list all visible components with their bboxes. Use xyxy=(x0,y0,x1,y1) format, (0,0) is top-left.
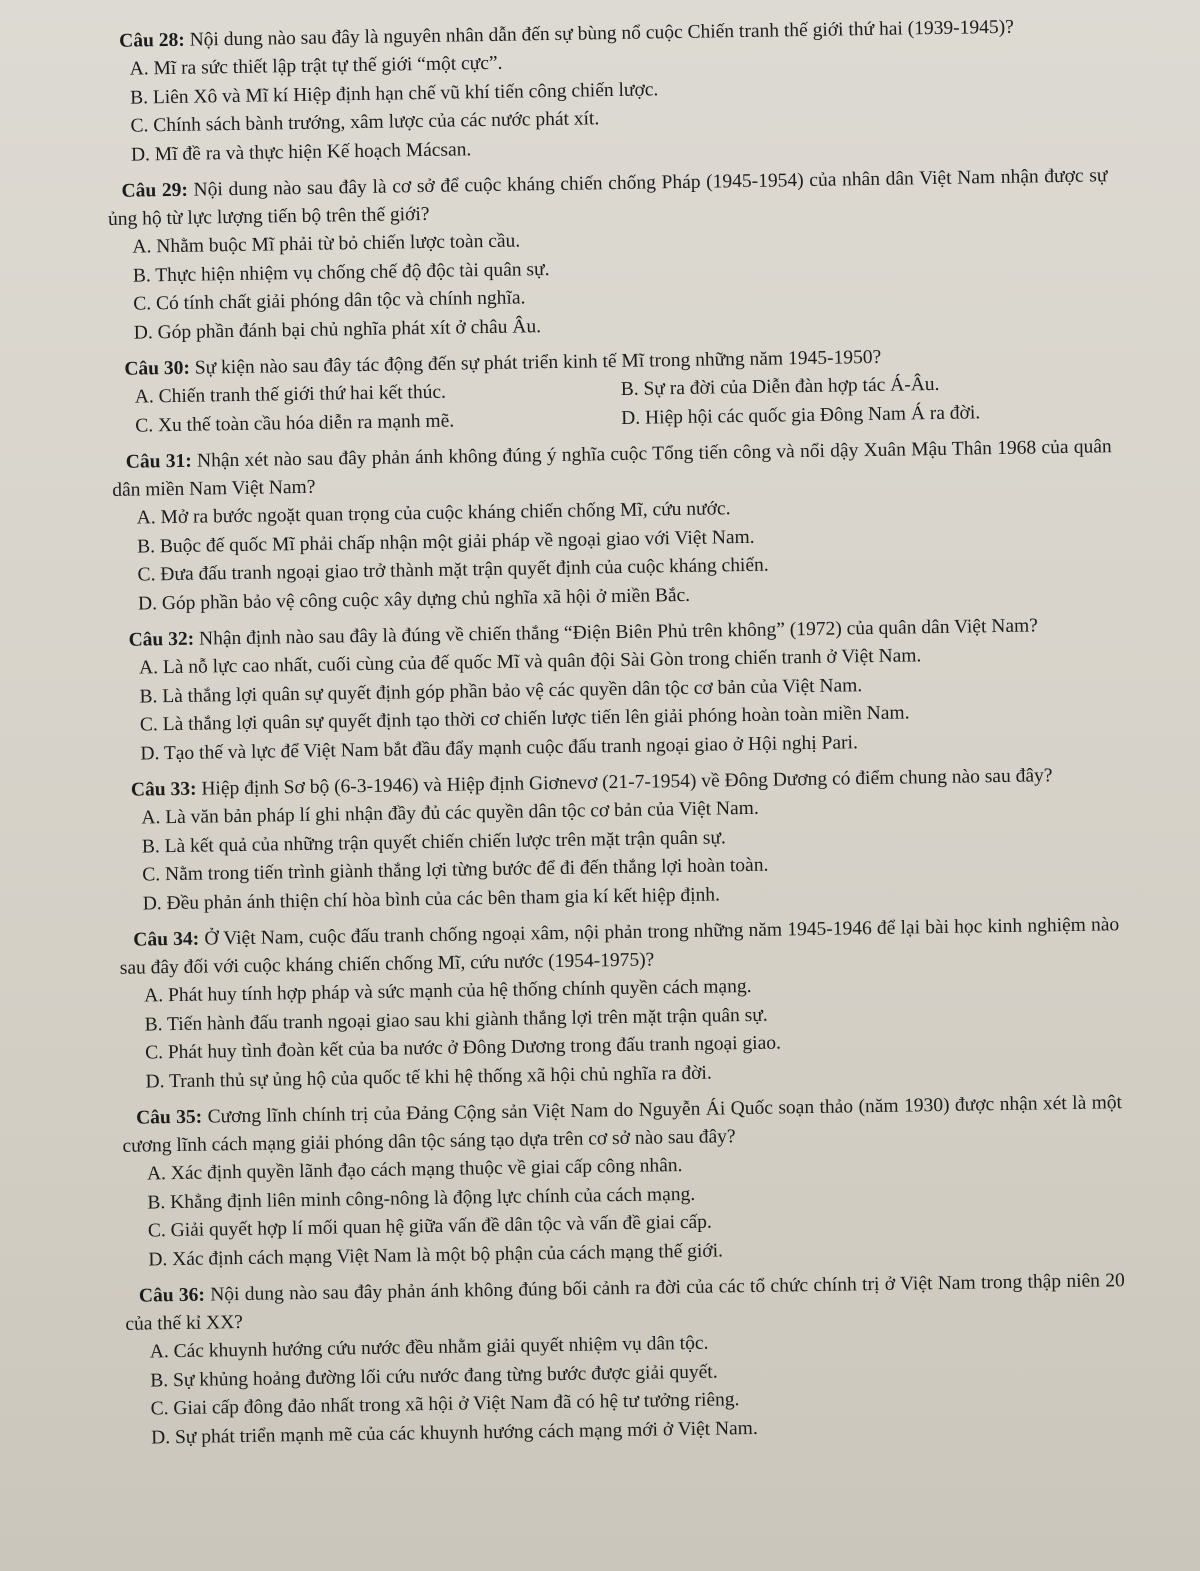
option-list xyxy=(123,1145,1125,1275)
question-text: Nội dung nào sau đây là cơ sở để cuộc kháng chiến chống Pháp (1945-1954) của nhân dân Việt Nam nhận được sự ủng hộ từ lực lượng tiến bộ trên thế giới? xyxy=(107,165,1108,230)
option-d: D. Tạo thế và lực để Việt Nam bắt đầu đẩy mạnh cuộc đấu tranh ngoại giao ở Hội nghị Pari. xyxy=(140,731,859,765)
option-list xyxy=(112,489,1114,619)
question-35 xyxy=(122,1089,1125,1275)
option-b: B. Tiến hành đấu tranh ngoại giao sau khi giành thắng lợi trên mặt trận quân sự. xyxy=(144,1004,768,1035)
option-c: C. Giai cấp đông đảo nhất trong xã hội ở Việt Nam đã có hệ tư tưởng riêng. xyxy=(150,1389,740,1420)
option-b: B. Là thắng lợi quân sự quyết định góp phần bảo vệ các quyền dân tộc cơ bản của Việt Nam. xyxy=(139,674,863,708)
option-c: C. Giải quyết hợp lí mối quan hệ giữa vấn đề dân tộc và vấn đề giai cấp. xyxy=(147,1211,713,1242)
option-c: C. Phát huy tình đoàn kết của ba nước ở Đông Dương trong đấu tranh ngoại giao. xyxy=(144,1032,782,1064)
question-33 xyxy=(117,761,1119,919)
option-c: C. Xu thế toàn cầu hóa diễn ra mạnh mẽ. xyxy=(135,410,455,437)
option-c: C. Nằm trong tiến trình giành thắng lợi từng bước để đi đến thắng lợi hoàn toàn. xyxy=(142,854,769,886)
option-list xyxy=(126,1323,1128,1453)
option-a: A. Nhằm buộc Mĩ phải từ bỏ chiến lược toàn cầu. xyxy=(132,230,521,258)
question-30 xyxy=(110,340,1111,441)
question-number: Câu 29: xyxy=(121,179,189,202)
question-31 xyxy=(112,433,1115,619)
option-a: A. Các khuynh hướng cứu nước đều nhằm giải quyết nhiệm vụ dân tộc. xyxy=(149,1332,709,1363)
option-list xyxy=(105,40,1107,170)
option-b: B. Sự khủng hoảng đường lối cứu nước đang từng bước được giải quyết. xyxy=(150,1361,718,1391)
option-d: D. Đều phản ánh thiện chí hòa bình của các bên tham gia kí kết hiệp định. xyxy=(142,883,721,915)
option-b: B. Liên Xô và Mĩ kí Hiệp định hạn chế vũ khí tiến công chiến lược. xyxy=(129,78,659,109)
option-a: A. Phát huy tính hợp pháp và sức mạnh của hệ thống chính quyền cách mạng. xyxy=(144,975,752,1007)
question-number: Câu 36: xyxy=(138,1284,206,1307)
option-d: D. Xác định cách mạng Việt Nam là một bộ phận của cách mạng thế giới. xyxy=(148,1239,724,1270)
option-a: A. Mở ra bước ngoặt quan trọng của cuộc kháng chiến chống Mĩ, cứu nước. xyxy=(136,498,731,529)
question-text: Nhận xét nào sau đây phản ánh không đúng ý nghĩa cuộc Tổng tiến công và nổi dậy Xuân Mậu Thân 1968 của quân dân miền Nam Việt Nam? xyxy=(112,436,1112,501)
question-text: Ở Việt Nam, cuộc đấu tranh chống ngoại xâm, nội phản trong những năm 1945-1946 để lại bài học kinh nghiệm nào sau đây đối với cuộc kháng chiến chống Mĩ, cứu nước (1954-1975)? xyxy=(119,914,1120,979)
question-number: Câu 34: xyxy=(133,928,200,951)
option-list xyxy=(117,789,1119,919)
question-number: Câu 31: xyxy=(125,450,192,473)
option-b: B. Sự ra đời của Diễn đàn hợp tác Á-Âu. xyxy=(620,373,940,400)
question-34 xyxy=(119,911,1122,1097)
question-number: Câu 28: xyxy=(119,29,185,52)
option-d: D. Sự phát triển mạnh mẽ của các khuynh hướng cách mạng mới ở Việt Nam. xyxy=(150,1417,758,1448)
option-c: C. Là thắng lợi quân sự quyết định tạo thời cơ chiến lược tiến lên giải phóng hoàn toàn miền Nam. xyxy=(139,702,910,736)
question-36 xyxy=(125,1267,1128,1453)
question-text: Nhận định nào sau đây là đúng về chiến thắng “Điện Biên Phủ trên không” (1972) của quân dân Việt Nam? xyxy=(193,615,1039,650)
question-text: Sự kiện nào sau đây tác động đến sự phát triển kinh tế Mĩ trong những năm 1945-1950? xyxy=(189,346,882,379)
question-text: Hiệp định Sơ bộ (6-3-1946) và Hiệp định Giơnevơ (21-7-1954) về Đông Dương có điểm chung nào sau đây? xyxy=(196,765,1053,800)
option-d: D. Tranh thủ sự ủng hộ của quốc tế khi hệ thống xã hội chủ nghĩa ra đời. xyxy=(145,1062,712,1092)
option-a: A. Mĩ ra sức thiết lập trật tự thế giới “một cực”. xyxy=(129,52,503,80)
option-a: A. Xác định quyền lãnh đạo cách mạng thuộc về giai cấp công nhân. xyxy=(146,1155,683,1185)
question-number: Câu 30: xyxy=(124,357,191,380)
option-c: C. Có tính chất giải phóng dân tộc và chính nghĩa. xyxy=(133,287,526,315)
option-b: B. Là kết quả của những trận quyết chiến chiến lược trên mặt trận quân sự. xyxy=(141,826,727,858)
question-28 xyxy=(105,12,1107,170)
exam-page xyxy=(105,12,1127,1461)
option-d: D. Mĩ đề ra và thực hiện Kế hoạch Mácsan. xyxy=(130,138,472,166)
option-a: A. Là văn bản pháp lí ghi nhận đầy đủ các quyền dân tộc cơ bản của Việt Nam. xyxy=(141,797,759,829)
question-32 xyxy=(114,611,1116,769)
question-text: Nội dung nào sau đây phản ánh không đúng bối cảnh ra đời của các tổ chức chính trị ở Việt Nam trong thập niên 20 của thế kỉ XX? xyxy=(125,1270,1125,1335)
option-b: B. Khẳng định liên minh công-nông là động lực chính của cách mạng. xyxy=(147,1183,696,1213)
option-d: D. Hiệp hội các quốc gia Đông Nam Á ra đời. xyxy=(621,401,981,429)
option-a: A. Là nỗ lực cao nhất, cuối cùng của đế quốc Mĩ và quân đội Sài Gòn trong chiến tranh ở Việt Nam. xyxy=(138,645,922,679)
option-c: C. Chính sách bành trướng, xâm lược của các nước phát xít. xyxy=(130,108,600,137)
question-number: Câu 32: xyxy=(128,628,195,651)
question-number: Câu 33: xyxy=(130,778,197,801)
option-d: D. Góp phần bảo vệ công cuộc xây dựng chủ nghĩa xã hội ở miền Bắc. xyxy=(137,584,691,615)
option-list xyxy=(108,218,1110,348)
question-text: Nội dung nào sau đây là nguyên nhân dẫn đến sự bùng nổ cuộc Chiến tranh thế giới thứ hai (1939-1945)? xyxy=(184,16,1014,51)
question-29 xyxy=(107,162,1110,348)
option-list xyxy=(115,639,1117,769)
option-b: B. Thực hiện nhiệm vụ chống chế độ độc tài quân sự. xyxy=(132,258,550,287)
option-c: C. Đưa đấu tranh ngoại giao trở thành mặt trận quyết định của cuộc kháng chiến. xyxy=(137,554,769,586)
question-text: Cương lĩnh chính trị của Đảng Cộng sản Việt Nam do Nguyễn Ái Quốc soạn thảo (năm 1930) được nhận xét là một cương lĩnh cách mạng giải phóng dân tộc sáng tạo dựa trên cơ sở nào sau đây? xyxy=(122,1092,1123,1157)
option-b: B. Buộc đế quốc Mĩ phải chấp nhận một giải pháp về ngoại giao với Việt Nam. xyxy=(136,526,755,558)
option-list xyxy=(120,967,1122,1097)
question-number: Câu 35: xyxy=(135,1106,203,1129)
option-d: D. Góp phần đánh bại chủ nghĩa phát xít ở châu Âu. xyxy=(133,315,542,344)
option-a: A. Chiến tranh thế giới thứ hai kết thúc. xyxy=(134,381,447,408)
